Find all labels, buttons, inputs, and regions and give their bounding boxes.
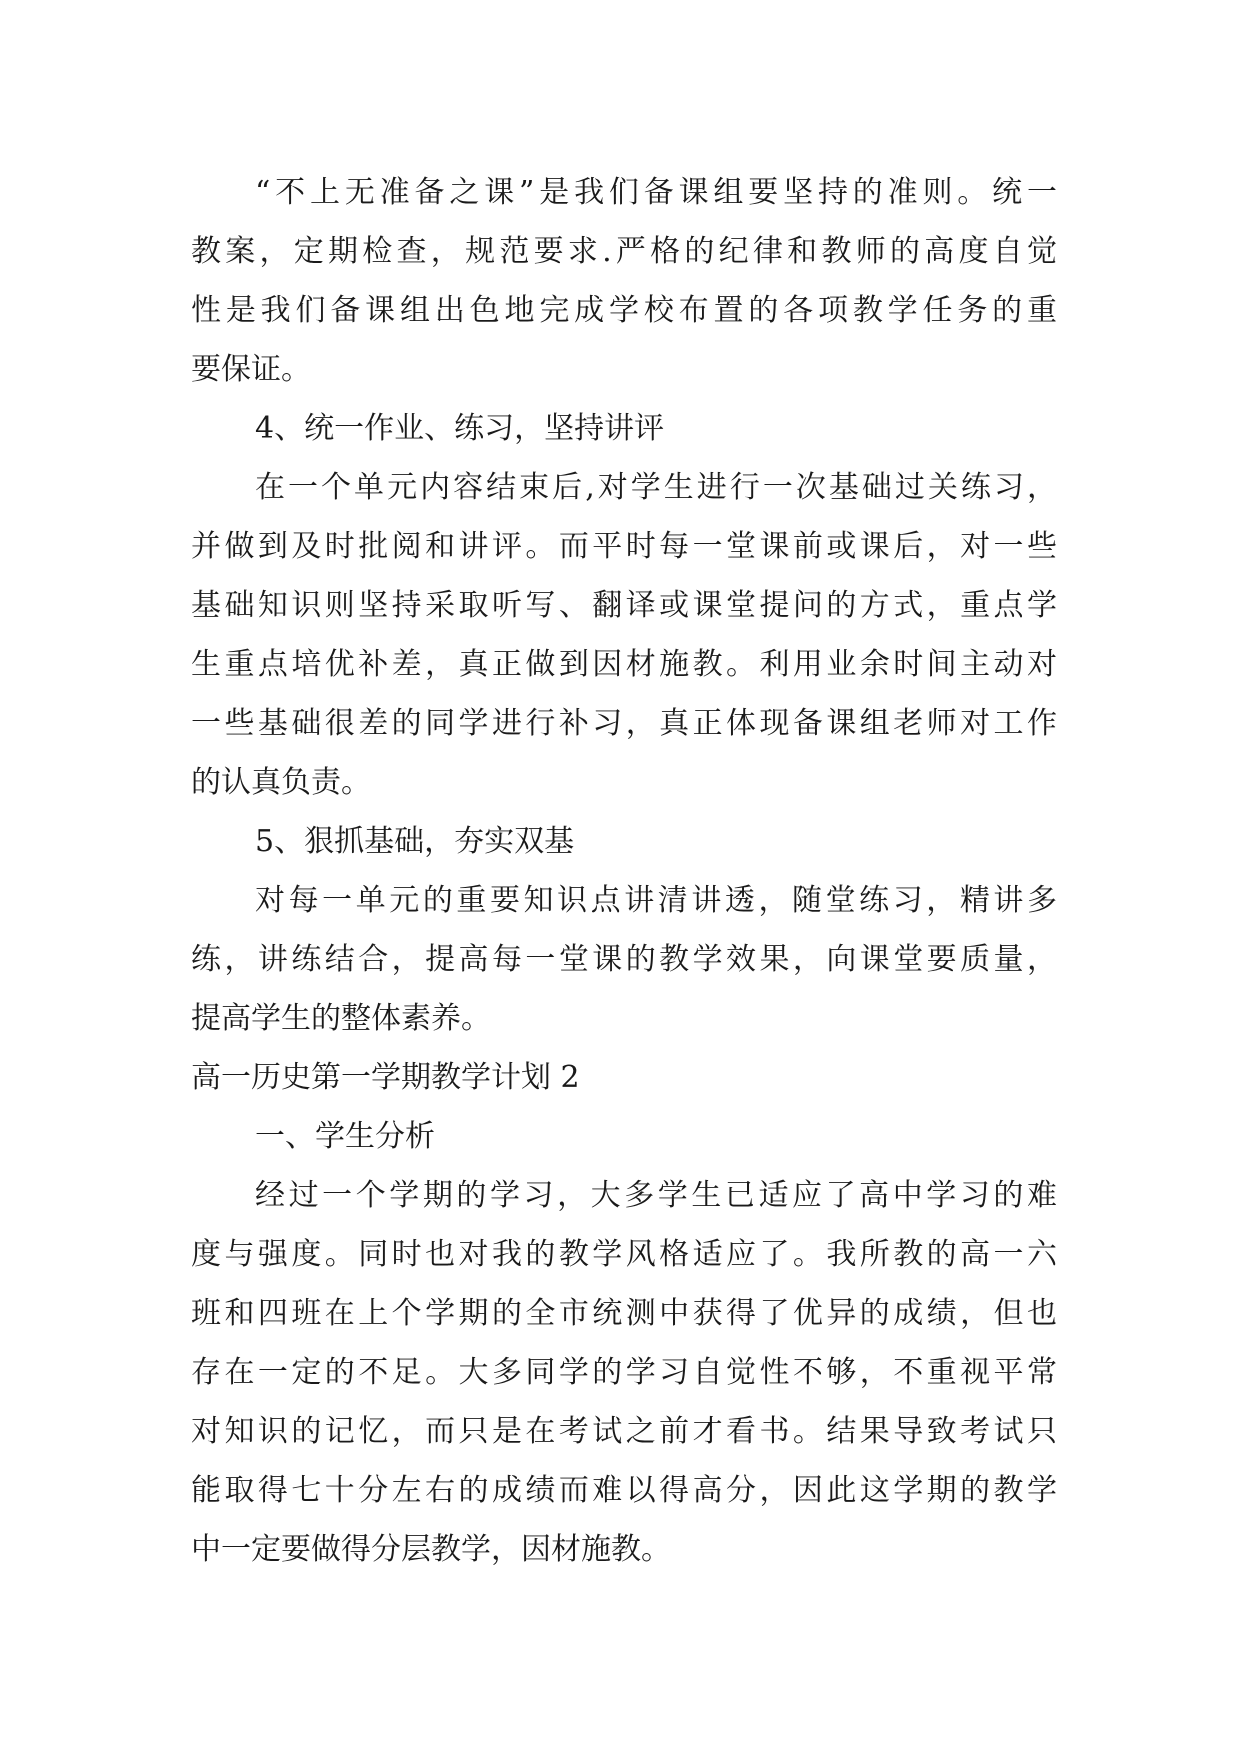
text-line-19: 度与强度。同时也对我的教学风格适应了。我所教的高一六	[191, 1237, 1057, 1272]
text-line-21: 存在一定的不足。大多同学的学习自觉性不够，不重视平常	[191, 1355, 1057, 1390]
text-line-24: 中一定要做得分层教学，因材施教。	[191, 1532, 671, 1567]
section-heading-5: 5、狠抓基础，夯实双基	[255, 824, 575, 859]
text-line-18: 经过一个学期的学习，大多学生已适应了高中学习的难	[255, 1178, 1057, 1213]
text-line-23: 能取得七十分左右的成绩而难以得高分，因此这学期的教学	[191, 1473, 1057, 1508]
text-line-13: 对每一单元的重要知识点讲清讲透，随堂练习，精讲多	[255, 883, 1057, 918]
text-line-2: 教案，定期检查，规范要求.严格的纪律和教师的高度自觉	[191, 234, 1057, 269]
text-line-15: 提高学生的整体素养。	[191, 1001, 491, 1036]
document-page	[191, 163, 1057, 1579]
text-line-14: 练，讲练结合，提高每一堂课的教学效果，向课堂要质量，	[191, 942, 1057, 977]
text-line-8: 基础知识则坚持采取听写、翻译或课堂提问的方式，重点学	[191, 588, 1057, 623]
text-line-1: “不上无准备之课”是我们备课组要坚持的准则。统一	[255, 175, 1057, 210]
section-heading-student-analysis: 一、学生分析	[255, 1119, 435, 1154]
text-line-6: 在一个单元内容结束后,对学生进行一次基础过关练习，	[255, 470, 1057, 505]
text-line-22: 对知识的记忆，而只是在考试之前才看书。结果导致考试只	[191, 1414, 1057, 1449]
text-line-3: 性是我们备课组出色地完成学校布置的各项教学任务的重	[191, 293, 1057, 328]
text-line-7: 并做到及时批阅和讲评。而平时每一堂课前或课后，对一些	[191, 529, 1057, 564]
text-line-4: 要保证。	[191, 352, 311, 387]
text-line-9: 生重点培优补差，真正做到因材施教。利用业余时间主动对	[191, 647, 1057, 682]
text-line-10: 一些基础很差的同学进行补习，真正体现备课组老师对工作	[191, 706, 1057, 741]
document-title: 高一历史第一学期教学计划 2	[191, 1060, 580, 1095]
section-heading-4: 4、统一作业、练习，坚持讲评	[255, 411, 665, 446]
text-line-11: 的认真负责。	[191, 765, 371, 800]
text-line-20: 班和四班在上个学期的全市统测中获得了优异的成绩，但也	[191, 1296, 1057, 1331]
